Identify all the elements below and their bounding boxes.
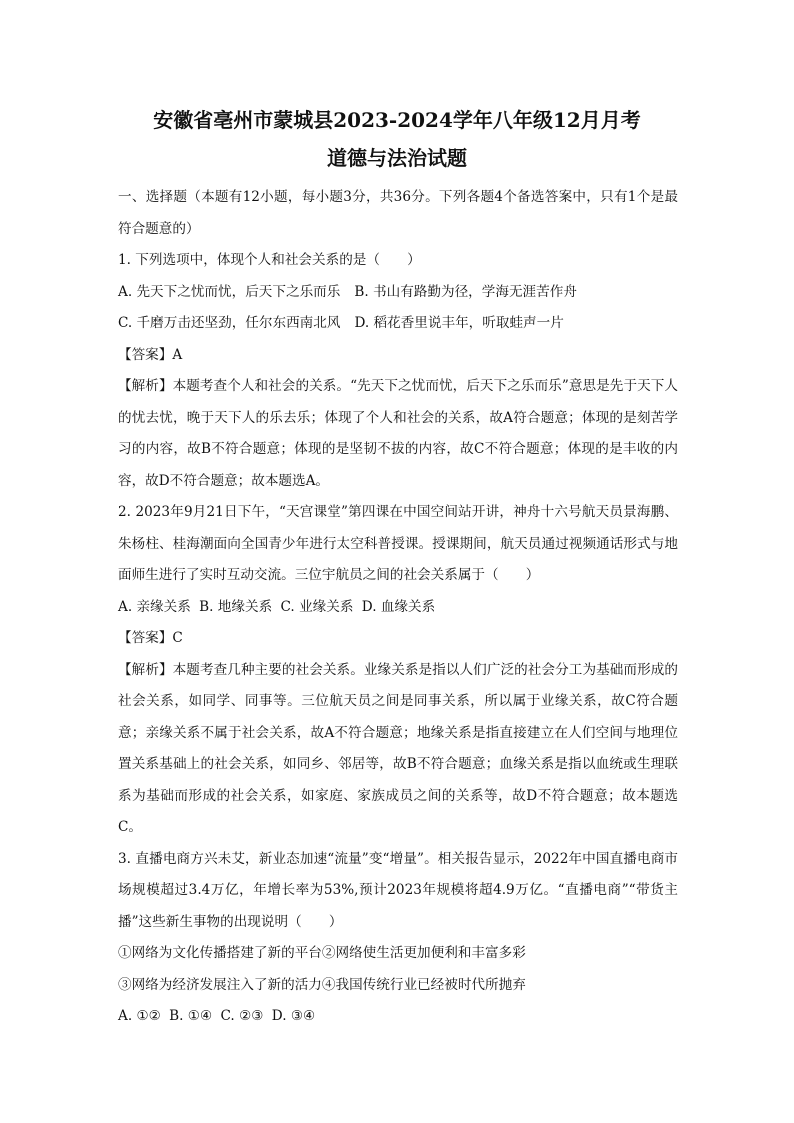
question-2-option-a: A. 亲缘关系	[118, 598, 191, 615]
document-title: 安徽省亳州市蒙城县2023-2024学年八年级12月月考	[153, 108, 641, 132]
question-3-options-row	[118, 1001, 678, 1033]
question-3-statements-1: ①网络为文化传播搭建了新的平台②网络使生活更加便利和丰富多彩	[118, 945, 526, 961]
question-1-options-row-1	[118, 277, 678, 309]
question-1-options-row-2	[118, 308, 678, 340]
question-1-answer: 【答案】A	[118, 346, 183, 363]
question-3-stem: 3. 直播电商方兴未艾，新业态加速“流量”变“增量”。相关报告显示，2022年中国直播电商市场规模超过3.4万亿，年增长率为53%,预计2023年规模将超4.9万亿。“直播电商”“带货主播”这些新生事物的出现说明（ ）	[118, 850, 678, 930]
question-1-option-c: C. 千磨万击还坚劲，任尔东西南北风	[118, 315, 341, 331]
question-2-answer: 【答案】C	[118, 630, 183, 646]
section-intro: 一、选择题（本题有12小题，每小题3分，共36分。下列各题4个备选答案中，只有1个是最符合题意的）	[118, 189, 678, 237]
question-3-option-a: A. ①②	[118, 1008, 161, 1024]
document-subtitle: 道德与法治试题	[327, 146, 467, 170]
question-2-option-d: D. 血缘关系	[361, 598, 436, 615]
question-2-stem: 2. 2023年9月21日下午，“天宫课堂”第四课在中国空间站开讲，神舟十六号航天员景海鹏、朱杨柱、桂海潮面向全国青少年进行太空科普授课。授课期间，航天员通过视频通话形式与地面师生进行了实时互动交流。三位宇航员之间的社会关系属于（ ）	[118, 504, 678, 583]
question-2-option-c: C. 业缘关系	[280, 598, 354, 615]
question-2-option-b: B. 地缘关系	[199, 598, 273, 615]
question-2-analysis: 【解析】本题考查几种主要的社会关系。业缘关系是指以人们广泛的社会分工为基础而形成的社会关系，如同学、同事等。三位航天员之间是同事关系，所以属于业缘关系，故C符合题意；亲缘关系不属于社会关系，故A不符合题意；地缘关系是指直接建立在人们空间与地理位置关系基础上的社会关系，如同乡、邻居等，故B不符合题意；血缘关系是指以血统或生理联系为基础而形成的社会关系，如家庭、家族成员之间的关系等，故D不符合题意；故本题选C。	[118, 661, 678, 835]
question-1-option-a: A. 先天下之忧而忧，后天下之乐而乐	[118, 283, 341, 300]
question-3-option-d: D. ③④	[271, 1008, 316, 1024]
question-3-option-c: C. ②③	[220, 1008, 264, 1024]
question-3-statements-2: ③网络为经济发展注入了新的活力④我国传统行业已经被时代所抛弃	[118, 976, 526, 993]
document-body	[118, 182, 678, 1033]
question-2-options-row	[118, 592, 678, 624]
question-3-option-b: B. ①④	[169, 1008, 213, 1024]
question-1-option-d: D. 稻花香里说丰年，听取蛙声一片	[354, 315, 564, 331]
question-1-stem: 1. 下列选项中，体现个人和社会关系的是（ ）	[118, 252, 421, 268]
question-1-option-b: B. 书山有路勤为径，学海无涯苦作舟	[354, 283, 577, 300]
question-1-analysis: 【解析】本题考查个人和社会的关系。“先天下之忧而忧，后天下之乐而乐”意思是先于天下人的忧去忧，晚于天下人的乐去乐；体现了个人和社会的关系，故A符合题意；体现的是刻苦学习的内容，故B不符合题意；体现的是坚韧不拔的内容，故C不符合题意；体现的是丰收的内容，故D不符合题意；故本题选A。	[118, 378, 678, 489]
